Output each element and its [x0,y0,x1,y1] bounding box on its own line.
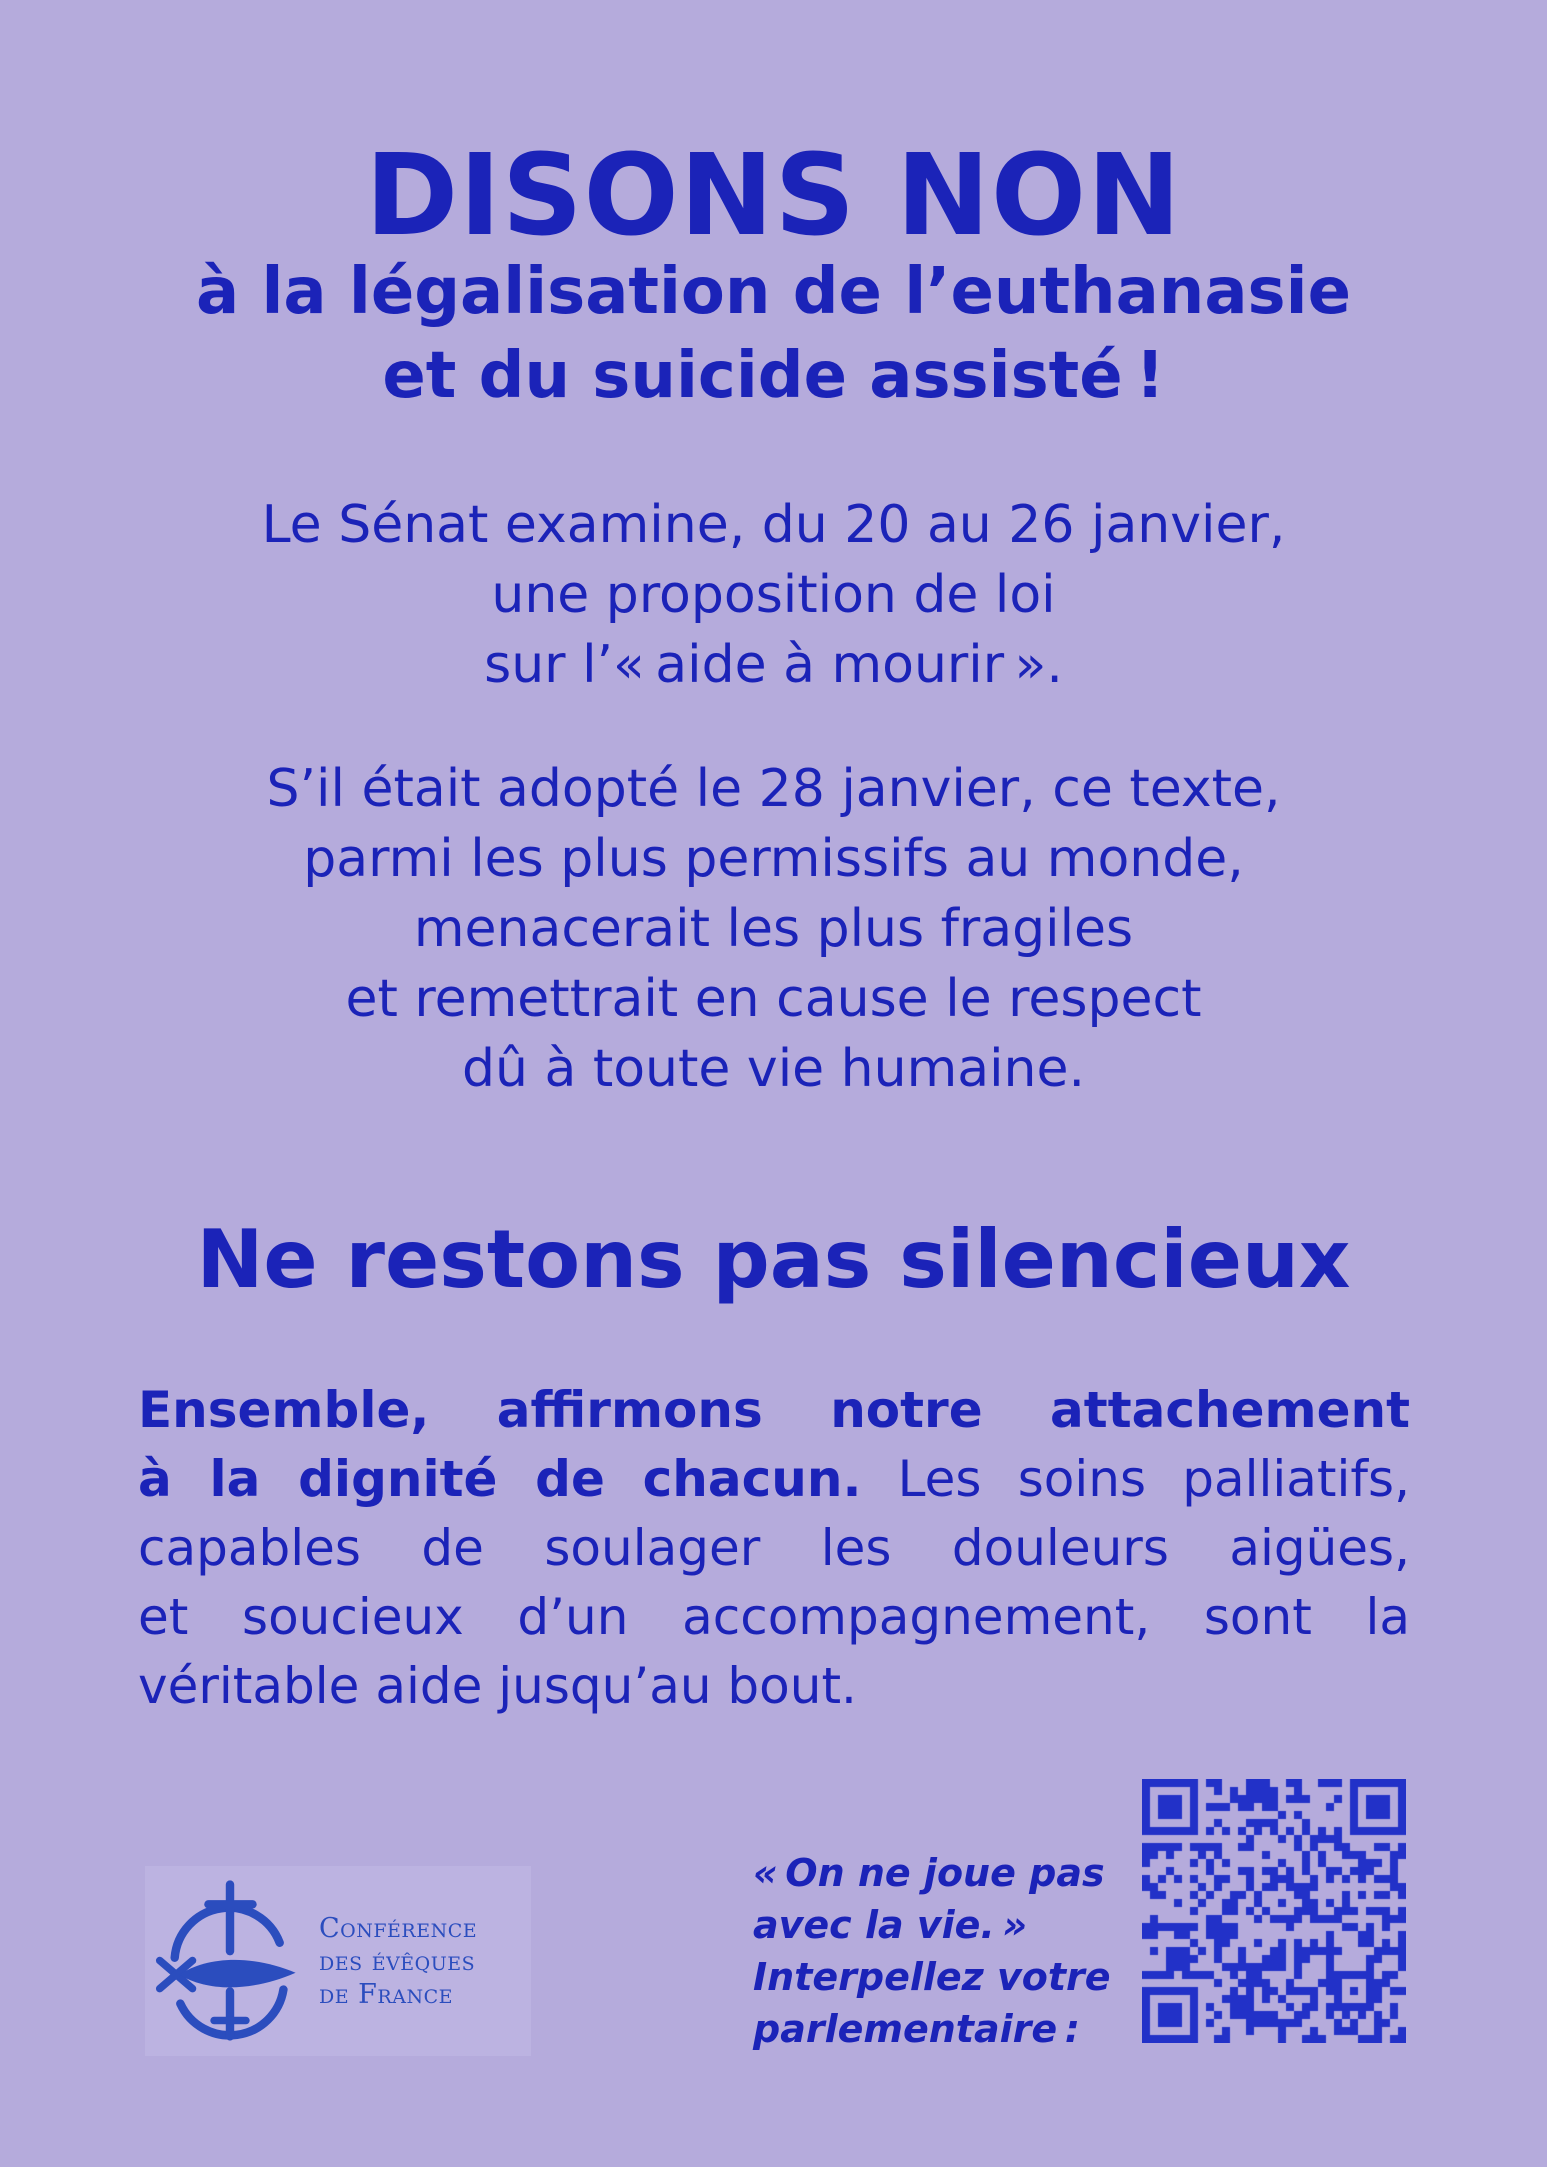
quote-text: « On ne joue pas avec la vie. » Interpellez votre parlementaire : [753,1851,1111,2051]
cef-logo [145,1866,531,2056]
intro-paragraph: Le Sénat examine, du 20 au 26 janvier, une proposition de loi sur l’« aide à mourir ». [261,495,1286,695]
call-to-action-heading: Ne restons pas silencieux [196,1213,1351,1306]
fish-cross-icon [155,1879,305,2043]
commitment-paragraph: Ensemble, affirmons notre attachement à la dignité de chacun. Les soins palliatifs, capables de soulager les douleurs aigües, et soucieux d’un accompagnement, sont la véritable aide jusqu’au bout. [138,1381,1410,1715]
poster-title: DISONS NON [365,131,1182,261]
poster-subtitle: à la légalisation de l’euthanasie et du suicide assisté ! [196,255,1351,413]
threat-paragraph: S’il était adopté le 28 janvier, ce texte, parmi les plus permissifs au monde, menacerait les plus fragiles et remettrait en cause le respect dû à toute vie humaine. [266,759,1281,1099]
qr-code [1142,1779,1406,2043]
cef-logo-text: Conférence des évêques de France [319,1912,478,2010]
